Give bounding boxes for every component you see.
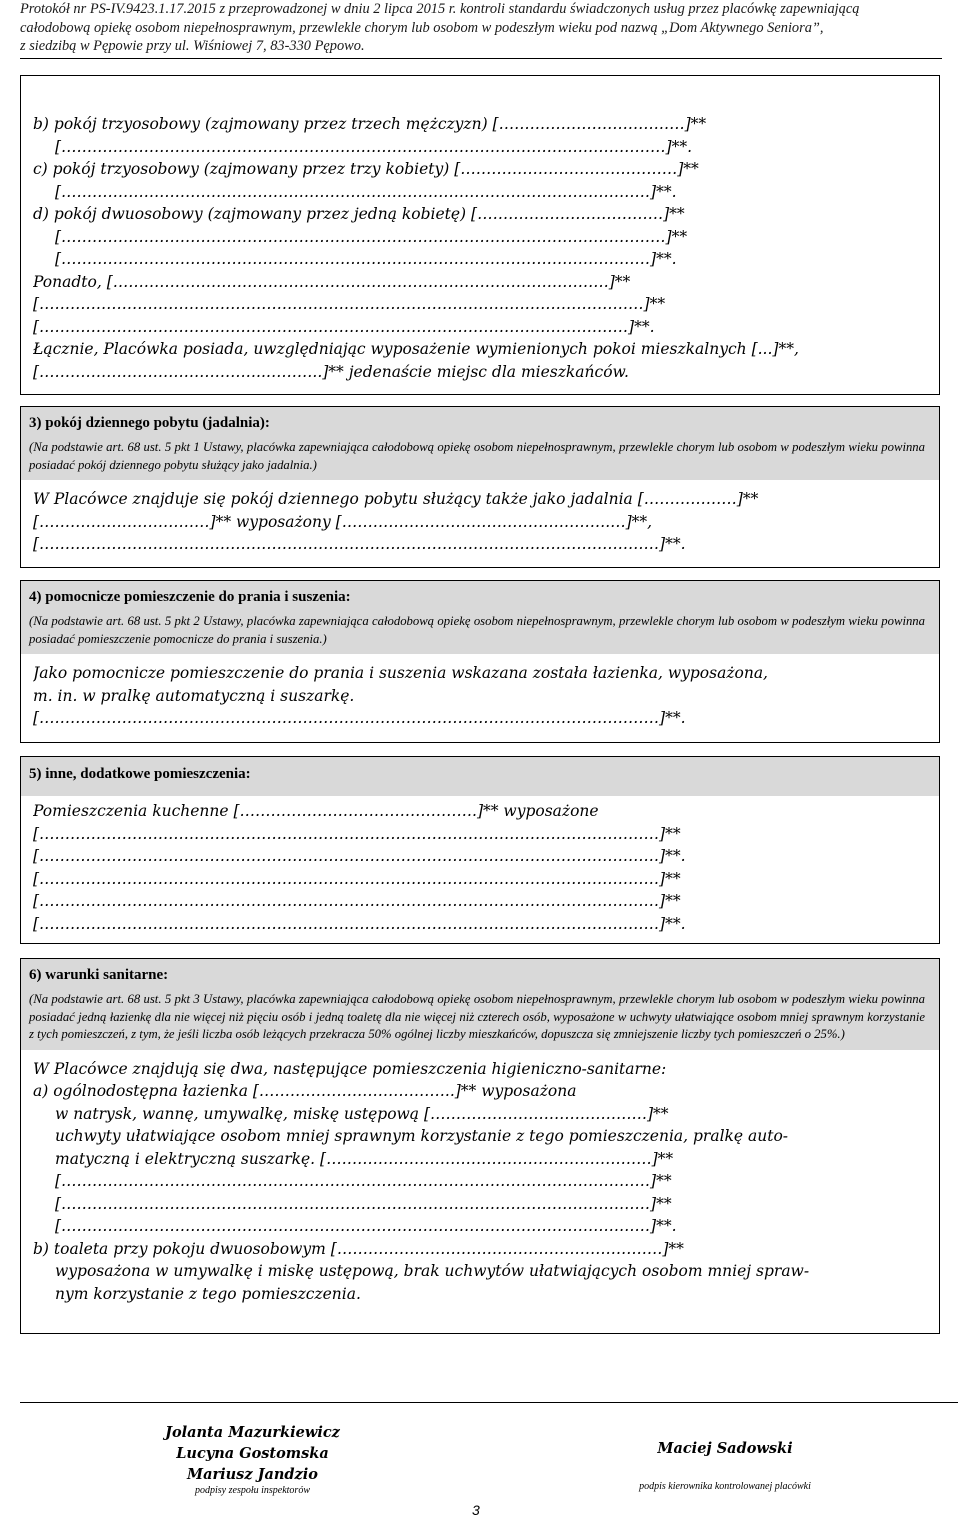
toilet-line: nym korzystanie z tego pomieszczenia. xyxy=(55,1284,361,1303)
header-line: Protokół nr PS-IV.9423.1.17.2015 z przeprowadzonej w dniu 2 lipca 2015 r. kontroli standardu świadczonych usług przez placówkę zapewniającą xyxy=(20,1,860,17)
legal-basis: (Na podstawie art. 68 ust. 5 pkt 2 Ustawy, placówka zapewniająca całodobową opiekę osobom niepełnosprawnym, przewlekle chorym lub osobom w podeszłym wieku powinna posiadać pomieszczenie pomocnicze do prania i suszenia.) xyxy=(29,614,925,646)
head-name: Maciej Sadowski xyxy=(657,1440,793,1457)
additional-continuation: [………………………………………………………………………………………………………]** xyxy=(33,295,666,313)
additional-line: Ponadto, [……………………………………………………………………………………]** xyxy=(33,272,631,291)
room-b-continuation: [………………………………………………………………………………………………………]**. xyxy=(55,137,693,156)
laundry-line: Jako pomocnicze pomieszczenie do prania i suszenia wskazana została łazienka, wyposażona, xyxy=(33,664,768,682)
room-c-line: c) pokój trzyosobowy (zajmowany przez trzy kobiety) [……………………………………]** xyxy=(33,160,699,178)
bathroom-line: w natrysk, wannę, umywalkę, miskę ustępową [……………………………………]** xyxy=(55,1104,669,1123)
day-room-line: W Placówce znajduje się pokój dziennego pobytu służący także jako jadalnia [………………]** xyxy=(33,490,759,508)
total-continuation: [……………………………………..………..]** jedenaście miejsc dla mieszkańców. xyxy=(33,362,629,381)
laundry-line: m. in. w pralkę automatyczną i suszarkę. xyxy=(33,686,355,705)
bathroom-line: matyczną i elektryczną suszarkę. [………………………………………………………]** xyxy=(55,1149,674,1168)
head-signature xyxy=(600,1438,850,1493)
section-title: 4) pomocnicze pomieszczenie do prania i suszenia: xyxy=(29,589,351,605)
additional-continuation: [……………………………………………………………………………………………………]**. xyxy=(33,317,655,336)
bathroom-line: [……………………………………………………………………………………………………]**. xyxy=(55,1217,677,1235)
document-header xyxy=(20,0,945,56)
signature-caption: podpis kierownika kontrolowanej placówki xyxy=(639,1481,811,1492)
inspectors-signatures xyxy=(120,1422,385,1497)
kitchen-continuation: […………………………………………………………………………………………………………]** xyxy=(33,869,681,888)
sanitary-intro: W Placówce znajdują się dwa, następujące pomieszczenia higieniczno-sanitarne: xyxy=(33,1059,667,1078)
section-header xyxy=(21,581,939,654)
page-number: 3 xyxy=(472,1502,480,1518)
toilet-line: b) toaleta przy pokoju dwuosobowym [………………………………………………………]** xyxy=(33,1239,684,1258)
header-line: całodobową opiekę osobom niepełnosprawnym, przewlekle chorym lub osobom w podeszłym wieku pod nazwą „Dom Aktywnego Seniora”, xyxy=(20,19,824,36)
header-divider xyxy=(20,58,942,59)
kitchen-continuation: […………………………………………………………………………………………………………]**. xyxy=(33,847,686,865)
legal-basis: (Na podstawie art. 68 ust. 5 pkt 1 Ustawy, placówka zapewniająca całodobową opiekę osobom niepełnosprawnym, przewlekle chorym lub osobom w podeszłym wieku powinna posiadać pokój dziennego pobytu służący jako jadalnia.) xyxy=(29,440,925,472)
section-header xyxy=(21,407,939,480)
total-line: Łącznie, Placówka posiada, uwzględniając wyposażenie wymienionych pokoi mieszkalnych [...]**, xyxy=(33,340,799,358)
room-b-line: b) pokój trzyosobowy (zajmowany przez trzech mężczyzn) [………………………………]** xyxy=(33,115,707,133)
day-room-line: […………………………………………………………………………………………………………]**. xyxy=(33,535,686,553)
legal-basis: (Na podstawie art. 68 ust. 5 pkt 3 Ustawy, placówka zapewniająca całodobową opiekę osobom niepełnosprawnym, przewlekle chorym lub osobom w podeszłym wieku powinna posiadać jedną łazienkę dla nie więcej niż pięciu osób i jedną toaletę dla nie więcej niż czterech osób, wyposażone w uchwyty ułatwiające osobom mniej sprawnym korzystanie z tych pomieszczeń, z tym, że jeśli liczba osób leżących przekracza 50% ogólnej liczby mieszkańców, dopuszcza się zmniejszenie liczby tych pomieszczeń o 25%.) xyxy=(29,992,925,1041)
section-sanitary xyxy=(20,958,940,1334)
inspector-name: Lucyna Gostomska xyxy=(176,1445,329,1462)
kitchen-continuation: […………………………………………………………………………………………………………]**. xyxy=(33,914,686,933)
inspector-name: Mariusz Jandzio xyxy=(187,1466,318,1483)
footer-divider xyxy=(20,1402,958,1403)
room-d-continuation: [……………………………………………………………………………………………………]**. xyxy=(55,250,677,268)
inspector-name: Jolanta Mazurkiewicz xyxy=(165,1424,340,1441)
room-c-continuation: [……………………………………………………………………………………………………]**. xyxy=(55,182,677,201)
toilet-line: wyposażona w umywalkę i miskę ustępową, brak uchwytów ułatwiających osobom mniej spraw- xyxy=(55,1262,810,1280)
section-laundry xyxy=(20,580,940,743)
day-room-line: [……………………………]** wyposażony […………………………………………….…]**, xyxy=(33,512,653,531)
kitchen-continuation: […………………………………………………………………………………………………………]** xyxy=(33,824,681,843)
header-line: z siedzibą w Pępowie przy ul. Wiśniowej 7, 83-330 Pępowo. xyxy=(20,38,365,54)
signature-caption: podpisy zespołu inspektorów xyxy=(195,1485,310,1496)
kitchen-continuation: […………………………………………………………………………………………………………]** xyxy=(33,892,681,910)
rooms-box xyxy=(20,75,940,395)
room-d-continuation: [………………………………………………………………………………………………………]** xyxy=(55,227,688,246)
kitchen-line: Pomieszczenia kuchenne [……………………………………….]** wyposażone xyxy=(33,802,599,820)
room-d-line: d) pokój dwuosobowy (zajmowany przez jedną kobietę) [………………………………]** xyxy=(33,205,685,223)
section-header xyxy=(21,757,939,796)
section-other-rooms xyxy=(20,756,940,944)
bathroom-line: [……………………………………………………………………………………………………]** xyxy=(55,1172,672,1190)
laundry-line: […………………………………………………………………………………………………………]**. xyxy=(33,709,686,727)
section-title: 3) pokój dziennego pobytu (jadalnia): xyxy=(29,415,270,431)
section-title: 6) warunki sanitarne: xyxy=(29,967,169,983)
section-day-room xyxy=(20,406,940,568)
section-header xyxy=(21,959,939,1050)
bathroom-line: uchwyty ułatwiające osobom mniej sprawnym korzystanie z tego pomieszczenia, pralkę auto- xyxy=(55,1127,789,1145)
bathroom-line: [……………………………………………………………………………………………………]** xyxy=(55,1194,672,1213)
section-title: 5) inne, dodatkowe pomieszczenia: xyxy=(29,766,251,782)
bathroom-line: a) ogólnodostępna łazienka [………………………………..]** wyposażona xyxy=(33,1082,577,1100)
